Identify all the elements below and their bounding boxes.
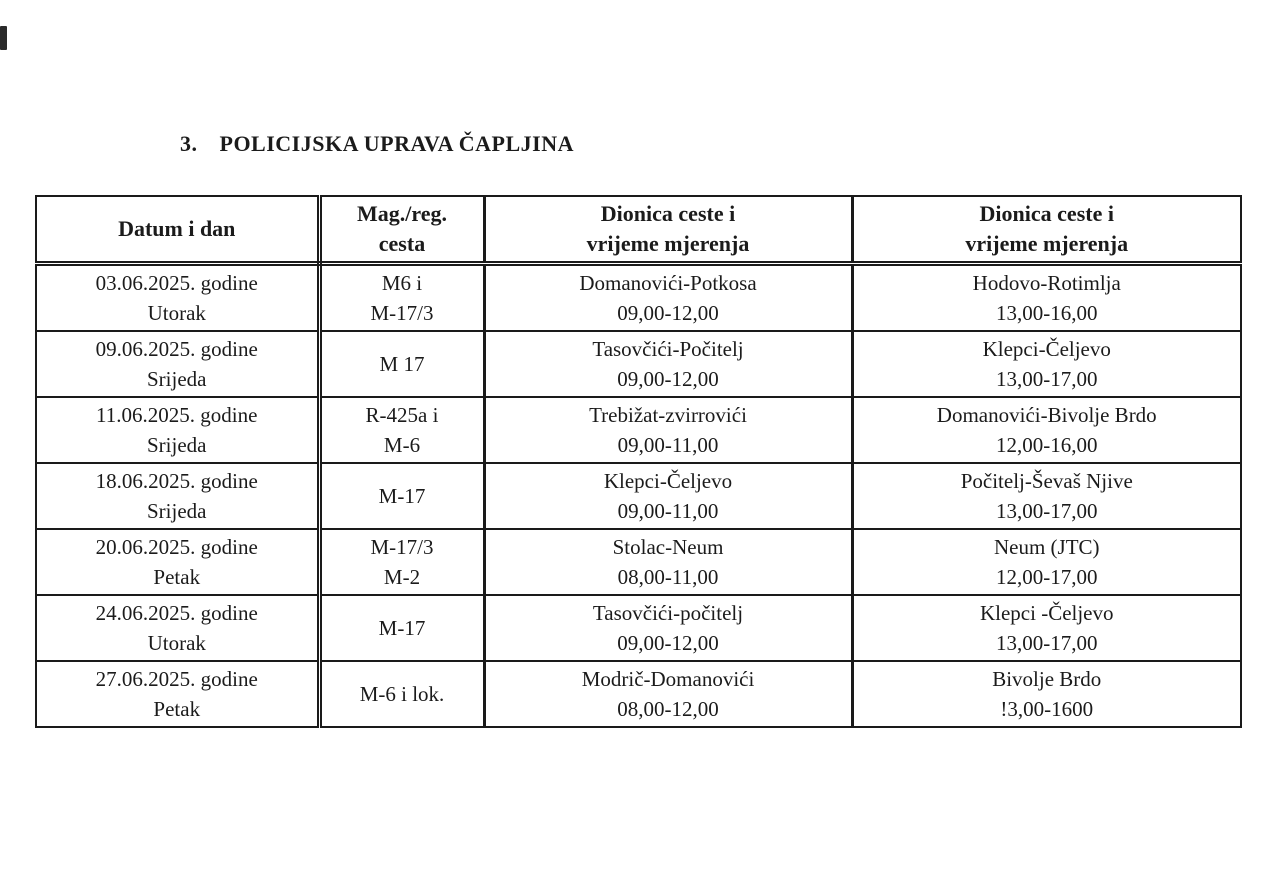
road-cell: M-17 — [319, 595, 484, 661]
date-cell: 20.06.2025. godine Petak — [36, 529, 319, 595]
date-cell: 11.06.2025. godine Srijeda — [36, 397, 319, 463]
column-header-section-2: Dionica ceste i vrijeme mjerenja — [852, 196, 1241, 264]
section-cell-2: Klepci -Čeljevo 13,00-17,00 — [852, 595, 1241, 661]
road-cell: M-17/3 M-2 — [319, 529, 484, 595]
section-cell-1: Trebižat-zvirrovići 09,00-11,00 — [484, 397, 852, 463]
section-cell-2: Bivolje Brdo !3,00-1600 — [852, 661, 1241, 727]
table-row — [36, 529, 1241, 595]
table-row — [36, 264, 1241, 332]
section-number: 3. — [180, 131, 198, 156]
road-cell: M-17 — [319, 463, 484, 529]
table-row — [36, 661, 1241, 727]
date-cell: 27.06.2025. godine Petak — [36, 661, 319, 727]
column-header-road: Mag./reg. cesta — [319, 196, 484, 264]
road-cell: M 17 — [319, 331, 484, 397]
section-cell-1: Tasovčići-Počitelj 09,00-12,00 — [484, 331, 852, 397]
page-title — [180, 131, 574, 157]
road-cell: M6 i M-17/3 — [319, 264, 484, 332]
date-cell: 24.06.2025. godine Utorak — [36, 595, 319, 661]
date-cell: 03.06.2025. godine Utorak — [36, 264, 319, 332]
table-row — [36, 595, 1241, 661]
section-cell-1: Modrič-Domanovići 08,00-12,00 — [484, 661, 852, 727]
section-cell-2: Domanovići-Bivolje Brdo 12,00-16,00 — [852, 397, 1241, 463]
section-cell-1: Domanovići-Potkosa 09,00-12,00 — [484, 264, 852, 332]
date-cell: 09.06.2025. godine Srijeda — [36, 331, 319, 397]
section-cell-2: Počitelj-Ševaš Njive 13,00-17,00 — [852, 463, 1241, 529]
date-cell: 18.06.2025. godine Srijeda — [36, 463, 319, 529]
table-row — [36, 331, 1241, 397]
road-cell: M-6 i lok. — [319, 661, 484, 727]
road-cell: R-425a i M-6 — [319, 397, 484, 463]
measurement-schedule-table — [35, 195, 1242, 728]
section-cell-2: Neum (JTC) 12,00-17,00 — [852, 529, 1241, 595]
section-cell-1: Tasovčići-počitelj 09,00-12,00 — [484, 595, 852, 661]
section-cell-2: Hodovo-Rotimlja 13,00-16,00 — [852, 264, 1241, 332]
section-cell-2: Klepci-Čeljevo 13,00-17,00 — [852, 331, 1241, 397]
table-row — [36, 463, 1241, 529]
scan-artifact — [0, 26, 7, 50]
section-cell-1: Stolac-Neum 08,00-11,00 — [484, 529, 852, 595]
section-title-text: POLICIJSKA UPRAVA ČAPLJINA — [219, 131, 574, 156]
header-row — [36, 196, 1241, 264]
column-header-section-1: Dionica ceste i vrijeme mjerenja — [484, 196, 852, 264]
column-header-date: Datum i dan — [36, 196, 319, 264]
section-cell-1: Klepci-Čeljevo 09,00-11,00 — [484, 463, 852, 529]
table-row — [36, 397, 1241, 463]
